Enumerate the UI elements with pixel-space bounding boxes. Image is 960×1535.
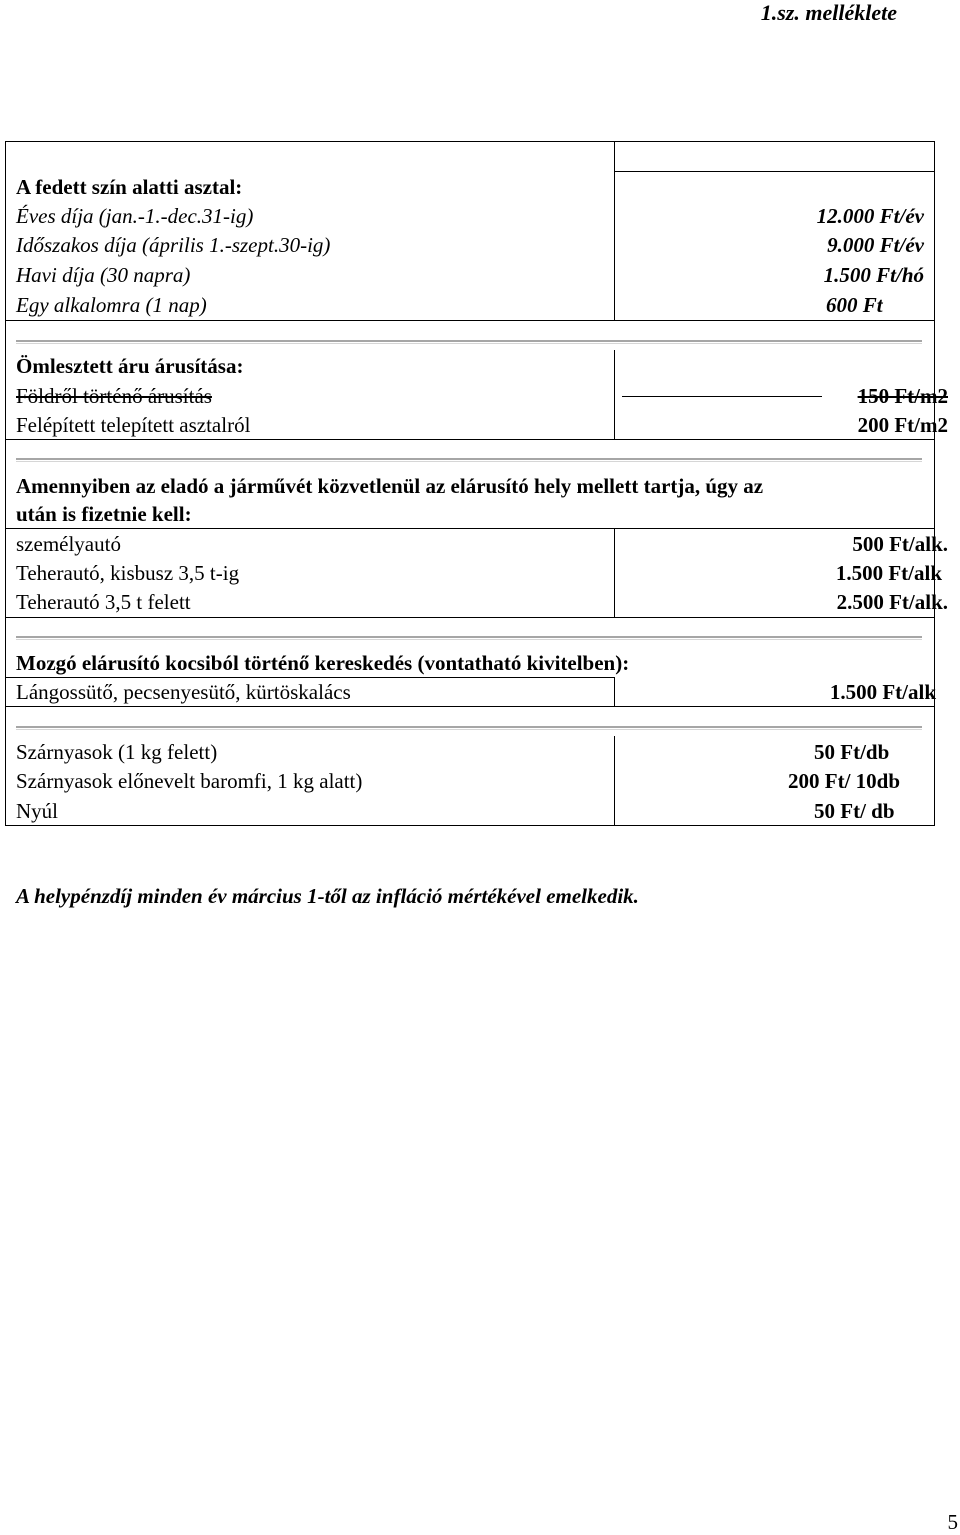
- row-label: Havi díja (30 napra): [16, 263, 191, 287]
- row-label: Lángossütő, pecsenyesütő, kürtöskalács: [16, 680, 351, 704]
- page-number: 5: [947, 1510, 958, 1534]
- inflation-note: A helypénzdíj minden év március 1-től az infláció mértékével emelkedik.: [16, 884, 639, 908]
- row-price: 50 Ft/db: [814, 740, 890, 764]
- row-price: 500 Ft/alk.: [852, 532, 948, 556]
- section-heading-vehicle-cont: után is fizetnie kell:: [16, 502, 192, 526]
- row-label: Szárnyasok (1 kg felett): [16, 740, 218, 764]
- row-label: Teherautó, kisbusz 3,5 t-ig: [16, 561, 240, 585]
- row-label: Felépített telepített asztalról: [16, 413, 251, 437]
- row-label: Egy alkalomra (1 nap): [16, 293, 207, 317]
- annex-title: 1.sz. melléklete: [760, 0, 897, 25]
- row-price: 1.500 Ft/hó: [823, 263, 924, 287]
- row-label: Éves díja (jan.-1.-dec.31-ig): [16, 204, 254, 228]
- row-price: 12.000 Ft/év: [816, 204, 924, 228]
- row-price: 600 Ft: [826, 293, 883, 317]
- row-price: 200 Ft/ 10db: [788, 769, 901, 793]
- row-label: személyautó: [16, 532, 121, 556]
- row-price: 1.500 Ft/alk: [835, 561, 942, 585]
- row-price: 2.500 Ft/alk.: [836, 590, 948, 614]
- row-price: 9.000 Ft/év: [827, 233, 924, 257]
- row-price: 1.500 Ft/alk: [829, 680, 936, 704]
- row-label: Teherautó 3,5 t felett: [16, 590, 191, 614]
- row-price: 50 Ft/ db: [814, 799, 895, 823]
- row-price: 150 Ft/m2: [857, 384, 948, 408]
- section-heading-mobile-vendor: Mozgó elárusító kocsiból történő kereskedés (vontatható kivitelben):: [16, 651, 630, 675]
- section-heading-bulk-goods: Ömlesztett áru árusítása:: [16, 354, 244, 378]
- row-label: Időszakos díja (április 1.-szept.30-ig): [16, 233, 331, 257]
- row-label: Földről történő árusítás: [16, 384, 212, 408]
- row-label: Nyúl: [16, 799, 58, 823]
- section-heading-covered-table: A fedett szín alatti asztal:: [16, 175, 243, 199]
- row-label: Szárnyasok előnevelt baromfi, 1 kg alatt): [16, 769, 363, 793]
- section-heading-vehicle: Amennyiben az eladó a járművét közvetlenül az elárusító hely mellett tartja, úgy az: [16, 474, 764, 498]
- row-price: 200 Ft/m2: [857, 413, 948, 437]
